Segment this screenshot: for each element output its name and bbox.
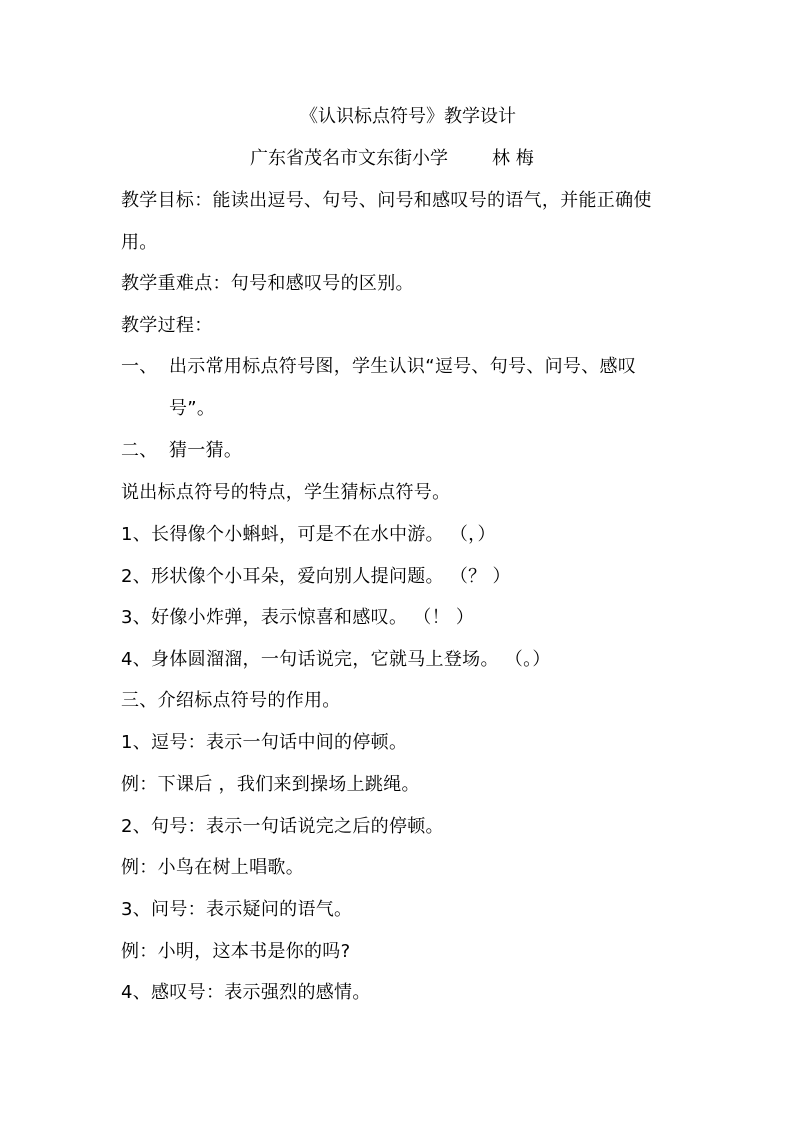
riddle-item: 3、好像小炸弹，表示惊喜和感叹。 （！ ） [121,607,475,628]
riddle-item: 1、长得像个小蝌蚪，可是不在水中游。 （，） [121,524,496,545]
school-name: 广东省茂名市文东街小学 [250,148,448,169]
key-point: 教学重难点：句号和感叹号的区别。 [121,273,414,294]
use-example: 例：小明，这本书是你的吗? [121,941,351,962]
riddle-item: 2、形状像个小耳朵，爱向别人提问题。 （？ ） [121,566,511,587]
author-name: 林 梅 [492,148,534,169]
byline [250,147,534,171]
use-item: 2、句号：表示一句话说完之后的停顿。 [121,816,444,837]
riddle-item: 4、身体圆溜溜，一句话说完，它就马上登场。 （。） [121,649,551,670]
use-item: 4、感叹号：表示强烈的感情。 [121,982,371,1003]
document-title [0,105,794,129]
step-2-number: 二、 [121,440,158,461]
objective-line-2: 用。 [121,232,158,253]
step-1-number: 一、 [121,356,158,377]
use-item: 1、逗号：表示一句话中间的停顿。 [121,732,408,753]
use-example: 例：下课后 ，我们来到操场上跳绳。 [121,774,420,795]
step-2-description: 说出标点符号的特点，学生猜标点符号。 [121,482,451,503]
objective-line-1: 教学目标：能读出逗号、句号、问号和感叹号的语气，并能正确使 [121,190,652,211]
step-1 [121,355,636,379]
process-heading: 教学过程： [121,315,213,336]
title-text: 《认识标点符号》教学设计 [300,106,516,127]
use-item: 3、问号：表示疑问的语气。 [121,899,353,920]
step-1-continued: 号”。 [169,398,216,419]
step-3-heading: 三、介绍标点符号的作用。 [121,690,341,711]
step-1-text: 出示常用标点符号图，学生认识“逗号、句号、问号、感叹 [169,356,637,377]
step-2 [121,439,242,463]
step-2-text: 猜一猜。 [169,440,243,461]
use-example: 例：小鸟在树上唱歌。 [121,857,304,878]
